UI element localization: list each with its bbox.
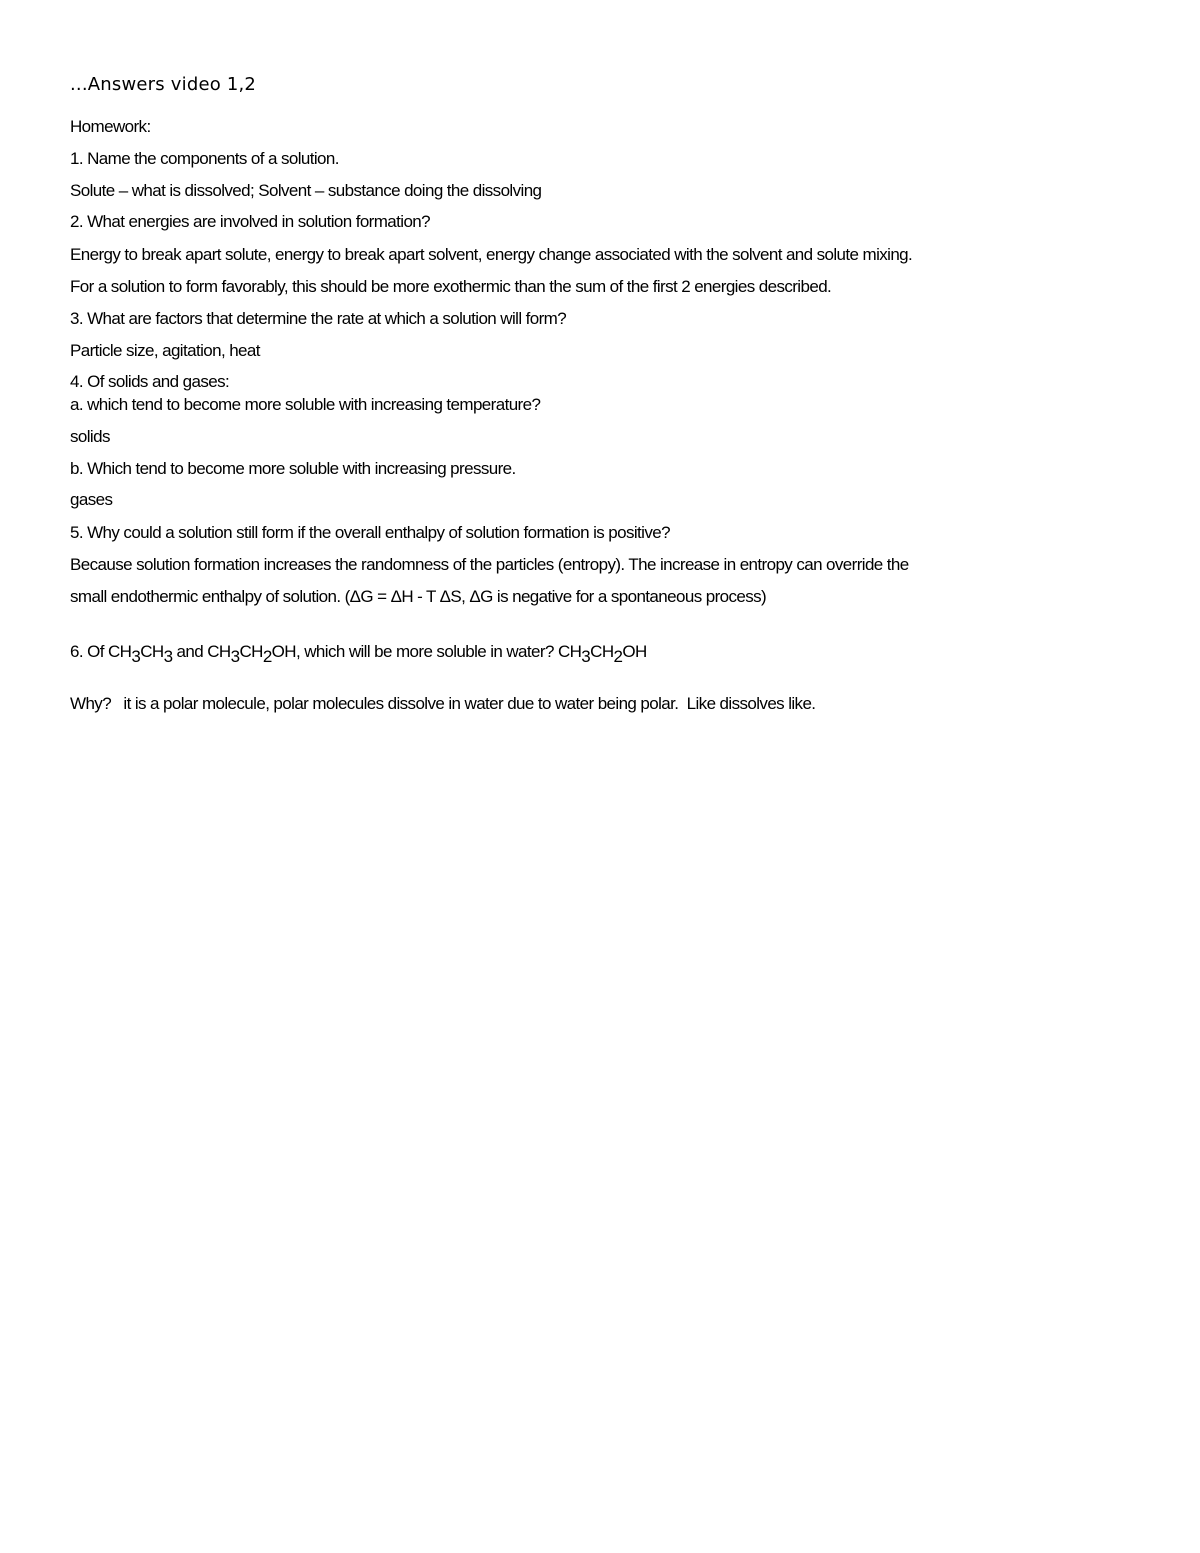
formula-ethanol: $CH_3CH_2OH$: [207, 642, 296, 666]
answer-1: Solute – what is dissolved; Solvent – substance doing the dissolving: [70, 181, 542, 200]
question-4b: b. Which tend to become more soluble with increasing pressure.: [70, 459, 516, 478]
question-5: 5. Why could a solution still form if the overall enthalpy of solution formation is positive?: [70, 523, 670, 542]
answer-5-line-2: small endothermic enthalpy of solution. (ΔG = ΔH - T ΔS, ΔG is negative for a spontaneous process): [70, 587, 767, 606]
why-answer: it is a polar molecule, polar molecules dissolve in water due to water being polar. Like dissolves like.: [111, 694, 816, 713]
formula-ethane: $CH_3CH_3$: [107, 642, 173, 666]
question-4: 4. Of solids and gases:: [70, 372, 230, 391]
answer-6-why: [70, 694, 815, 714]
answer-5-line-1: Because solution formation increases the randomness of the particles (entropy). The increase in entropy can override the: [70, 555, 909, 574]
question-1: 1. Name the components of a solution.: [70, 149, 339, 168]
answer-2-line-2: For a solution to form favorably, this should be more exothermic than the sum of the first 2 energies described.: [70, 277, 832, 296]
homework-heading: Homework:: [70, 117, 151, 136]
answer-3: Particle size, agitation, heat: [70, 341, 260, 360]
q6-and: and: [172, 642, 208, 661]
question-4a: a. which tend to become more soluble with increasing temperature?: [70, 395, 541, 414]
answer-6-formula: $CH_3CH_2OH$: [557, 642, 647, 666]
question-3: 3. What are factors that determine the rate at which a solution will form?: [70, 309, 567, 328]
answer-2-line-1: Energy to break apart solute, energy to break apart solvent, energy change associated with the solvent and solute mixing.: [70, 245, 913, 264]
q6-middle: , which will be more soluble in water?: [295, 642, 558, 661]
answer-4b: gases: [70, 490, 113, 509]
answer-4a: solids: [70, 427, 110, 446]
q6-prefix: 6. Of: [70, 642, 108, 661]
question-6: [70, 642, 647, 666]
document-title: ...Answers video 1,2: [70, 74, 257, 95]
question-2: 2. What energies are involved in solution formation?: [70, 212, 431, 231]
why-label: Why?: [70, 694, 112, 713]
